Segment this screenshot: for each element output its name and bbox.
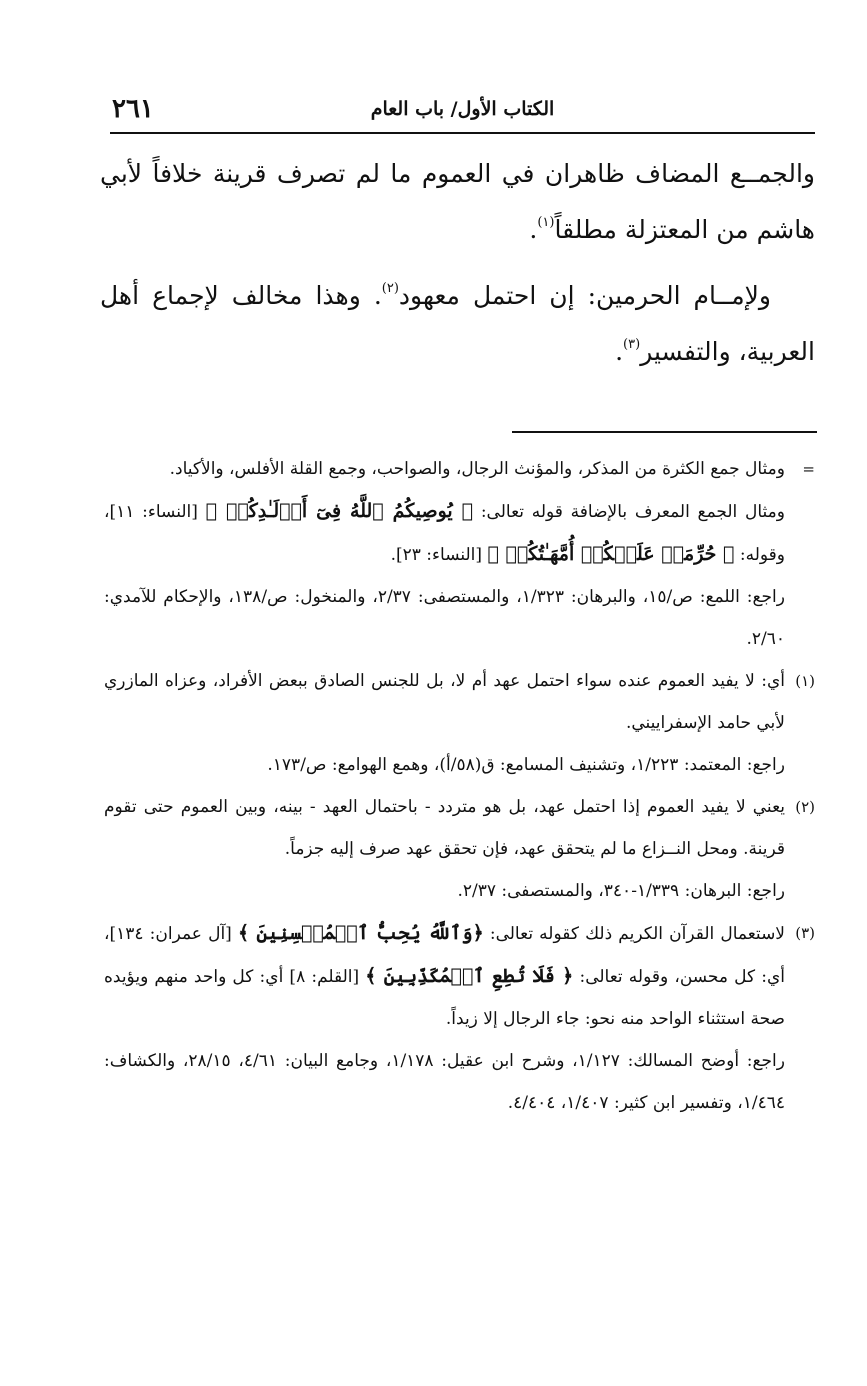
footnote-1	[104, 660, 815, 786]
continuation-line-1: ومثال جمع الكثرة من المذكر، والمؤنث الرجال، والصواحب، وجمع القلة الأفلس، والأكياد.	[169, 459, 785, 479]
footnote-3-marker: (٣)	[795, 924, 815, 942]
footnotes	[104, 448, 815, 1124]
main-paragraph-2-part-b: . وهذا مخالف لإجماع أهل العربية، والتفسير	[100, 281, 815, 366]
main-paragraph-2-part-a: ولإمــام الحرمين: إن احتمل معهود	[398, 281, 771, 310]
footnote-3-line-1-a: لاستعمال القرآن الكريم ذلك كقوله تعالى:	[489, 924, 786, 944]
footnote-3-line-2: راجع: أوضح المسالك: ١/١٢٧، وشرح ابن عقيل: ١/١٧٨، وجامع البيان: ٤/٦١، ٢٨/١٥، والكشاف: ١/٤٦٤، وتفسير ابن كثير: ١/٤٠٧، ٤/٤٠٤.	[104, 1051, 785, 1113]
footnote-ref-2[interactable]: (٢)	[381, 281, 399, 296]
footnote-2-line-2: راجع: البرهان: ١/٣٣٩-٣٤٠، والمستصفى: ٢/٣٧.	[457, 881, 785, 901]
continuation-line-2-a: ومثال الجمع المعرف بالإضافة قوله تعالى:	[480, 502, 785, 522]
quran-verse: ﴿ حُرِّمَتۡ عَلَيۡكُمۡ أُمَّهَـٰتُكُمۡ ﴾	[487, 543, 735, 565]
footnote-2-line-1: يعني لا يفيد العموم إذا احتمل عهد، بل هو متردد - باحتمال العهد - بينه، وبين العموم حتى تقوم قرينة. ومحل النــزاع ما لم يتحقق عهد، فإن تحقق عهد صرف إليه جزماً.	[104, 797, 785, 859]
footnote-3	[104, 912, 815, 1124]
footnote-1-line-1: أي: لا يفيد العموم عنده سواء احتمل عهد أم لا، بل للجنس الصادق ببعض الأفراد، وعزاه المازري لأبي حامد الإسفراييني.	[104, 671, 785, 733]
main-paragraph-1-text: والجمــع المضاف ظاهران في العموم ما لم تصرف قرينة خلافاً لأبي هاشم من المعتزلة مطلقاً	[100, 159, 815, 244]
continuation-line-2-c: [النساء: ٢٣].	[390, 545, 483, 565]
page-number: ٢٦١	[112, 94, 154, 124]
continuation-line-2-b: [النساء: ١١]، وقوله:	[104, 502, 785, 565]
footnote-continuation	[104, 448, 815, 660]
running-title: الكتاب الأول/ باب العام	[370, 98, 555, 120]
page-header	[110, 90, 815, 134]
footnote-1-marker: (١)	[795, 672, 815, 690]
footnote-ref-3[interactable]: (٣)	[623, 337, 641, 352]
quran-verse: ﴿وَٱللَّهُ يُحِبُّ ٱلۡمُحۡسِنِينَ ﴾	[237, 922, 484, 944]
continuation-line-3: راجع: اللمع: ص/١٥، والبرهان: ١/٣٢٣، والمستصفى: ٢/٣٧، والمنخول: ص/١٣٨، والإحكام للآمدي: ٢/٦٠.	[104, 587, 785, 649]
main-paragraph-2	[100, 268, 815, 380]
continuation-marker: =	[802, 460, 815, 478]
footnote-2-marker: (٢)	[795, 798, 815, 816]
main-paragraph-1	[100, 146, 815, 258]
footnote-ref-1[interactable]: (١)	[537, 215, 555, 230]
quran-verse: ﴿ فَلَا تُطِعِ ٱلۡمُكَذِّبِينَ ﴾	[365, 965, 574, 987]
footnote-1-line-2: راجع: المعتمد: ١/٢٢٣، وتشنيف المسامع: ق(٥٨/أ)، وهمع الهوامع: ص/١٧٣.	[267, 755, 785, 775]
main-text	[100, 146, 815, 380]
footnote-3-line-1	[104, 912, 785, 1040]
main-paragraph-2-end: .	[615, 337, 624, 366]
footnote-3-line-1-c: [القلم: ٨] أي: كل واحد منهم ويؤيده صحة استثناء الواحد منه نحو: جاء الرجال إلا زيداً.	[104, 967, 785, 1029]
main-paragraph-1-end: .	[529, 215, 538, 244]
quran-verse: ﴿ يُوصِيكُمُ ٱللَّهُ فِىٓ أَوۡلَـٰدِكُمۡ ﴾	[205, 500, 474, 522]
footnote-3-line-1-b: [آل عمران: ١٣٤]، أي: كل محسن، وقوله تعالى:	[104, 924, 785, 987]
footnote-2	[104, 786, 815, 912]
footnote-separator	[512, 431, 817, 433]
continuation-line-2	[104, 490, 785, 576]
